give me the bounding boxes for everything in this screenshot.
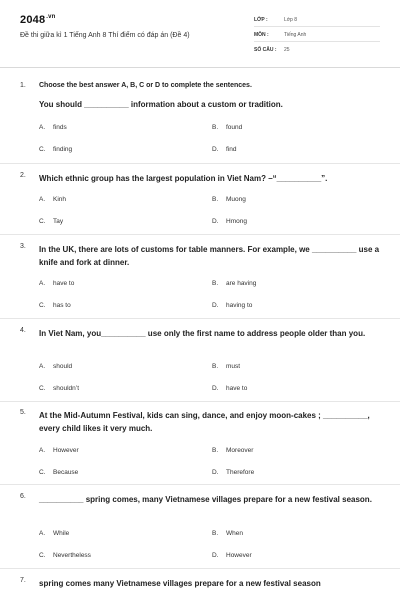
option-letter: B. — [212, 280, 219, 287]
option-text: Kinh — [53, 196, 67, 203]
meta-count-value: 25 — [284, 47, 290, 53]
option-letter: D. — [212, 302, 219, 309]
option-text: have to — [226, 385, 248, 392]
question-text: In the UK, there are lots of customs for table manners. For example, we __________ use a knife and fork at dinner. — [39, 245, 380, 267]
meta-count-label: SỐ CÂU : — [254, 47, 277, 53]
option-letter: A. — [39, 280, 46, 287]
option-letter: C. — [39, 218, 46, 225]
option-letter: C. — [39, 302, 46, 309]
logo-suffix: .vn — [46, 14, 56, 21]
option-text: must — [226, 363, 241, 370]
option-text: However — [226, 552, 252, 559]
option-d[interactable] — [212, 385, 247, 392]
option-letter: A. — [39, 124, 46, 131]
question-number: 1. — [20, 82, 26, 89]
divider — [0, 484, 400, 485]
option-letter: D. — [212, 552, 219, 559]
option-letter: D. — [212, 146, 219, 153]
question-text: spring comes many Vietnamese villages prepare for a new festival season — [39, 579, 321, 588]
option-text: should — [53, 363, 73, 370]
option-c[interactable] — [39, 146, 72, 153]
option-text: Tay — [53, 218, 64, 225]
option-d[interactable] — [212, 302, 252, 309]
option-text: find — [226, 146, 237, 153]
option-d[interactable] — [212, 469, 254, 476]
question-number: 3. — [20, 243, 26, 250]
option-d[interactable] — [212, 552, 252, 559]
meta-class-label: LỚP : — [254, 17, 268, 23]
document-header — [0, 0, 400, 68]
option-text: Muong — [226, 196, 246, 203]
option-letter: C. — [39, 385, 46, 392]
question-number: 4. — [20, 327, 26, 334]
question-text: Which ethnic group has the largest population in Viet Nam? –“__________”. — [39, 174, 328, 183]
option-text: Therefore — [226, 469, 255, 476]
meta-count-row — [254, 43, 380, 57]
option-text: finds — [53, 124, 67, 131]
question-text: In Viet Nam, you__________ use only the first name to address people older than you. — [39, 329, 366, 338]
option-b[interactable] — [212, 196, 246, 203]
option-text: Hmong — [226, 218, 247, 225]
option-a[interactable] — [39, 124, 67, 131]
option-letter: B. — [212, 530, 219, 537]
option-letter: B. — [212, 124, 219, 131]
option-text: Because — [53, 469, 79, 476]
divider — [0, 401, 400, 402]
option-b[interactable] — [212, 124, 242, 131]
option-letter: B. — [212, 363, 219, 370]
option-letter: B. — [212, 447, 219, 454]
question-text: At the Mid-Autumn Festival, kids can sing, dance, and enjoy moon-cakes ; __________, every child likes it very much. — [39, 411, 370, 433]
option-a[interactable] — [39, 196, 66, 203]
option-b[interactable] — [212, 280, 256, 287]
option-b[interactable] — [212, 447, 253, 454]
option-a[interactable] — [39, 447, 79, 454]
option-text: finding — [53, 146, 73, 153]
option-letter: A. — [39, 196, 46, 203]
option-c[interactable] — [39, 302, 71, 309]
question-number: 6. — [20, 493, 26, 500]
option-b[interactable] — [212, 363, 240, 370]
divider — [0, 318, 400, 319]
option-text: have to — [53, 280, 75, 287]
question-instruction: Choose the best answer A, B, C or D to complete the sentences. — [39, 82, 252, 89]
divider — [0, 163, 400, 164]
option-text: has to — [53, 302, 71, 309]
meta-subject-label: MÔN : — [254, 32, 269, 38]
option-c[interactable] — [39, 218, 63, 225]
divider — [0, 234, 400, 235]
option-letter: D. — [212, 385, 219, 392]
option-text: found — [226, 124, 243, 131]
meta-class-value: Lớp 8 — [284, 17, 298, 23]
meta-class-row — [254, 13, 380, 27]
option-b[interactable] — [212, 530, 243, 537]
meta-subject-row — [254, 28, 380, 42]
question-number: 7. — [20, 577, 26, 584]
option-text: are having — [226, 280, 257, 287]
option-letter: D. — [212, 218, 219, 225]
question-text: __________ spring comes, many Vietnamese villages prepare for a new festival season. — [39, 495, 372, 504]
option-letter: C. — [39, 552, 46, 559]
option-a[interactable] — [39, 530, 69, 537]
option-c[interactable] — [39, 385, 79, 392]
question-number: 5. — [20, 409, 26, 416]
option-text: shouldn’t — [53, 385, 80, 392]
meta-subject-value: Tiếng Anh — [284, 32, 307, 38]
option-letter: C. — [39, 146, 46, 153]
option-d[interactable] — [212, 146, 236, 153]
option-text: While — [53, 530, 70, 537]
option-letter: B. — [212, 196, 219, 203]
document-title: Đề thi giữa kì 1 Tiếng Anh 8 Thí điểm có đáp án (Đề 4) — [20, 32, 190, 39]
question-number: 2. — [20, 172, 26, 179]
option-c[interactable] — [39, 469, 78, 476]
option-text: having to — [226, 302, 253, 309]
option-letter: A. — [39, 530, 46, 537]
site-logo[interactable] — [20, 14, 56, 26]
option-d[interactable] — [212, 218, 247, 225]
option-letter: C. — [39, 469, 46, 476]
option-letter: A. — [39, 447, 46, 454]
option-c[interactable] — [39, 552, 91, 559]
option-letter: D. — [212, 469, 219, 476]
divider — [0, 568, 400, 569]
option-text: Moreover — [226, 447, 254, 454]
option-text: When — [226, 530, 243, 537]
logo-text: 2048 — [20, 14, 46, 26]
option-a[interactable] — [39, 363, 72, 370]
question-text: You should __________ information about a custom or tradition. — [39, 100, 283, 109]
option-a[interactable] — [39, 280, 74, 287]
option-text: Nevertheless — [53, 552, 91, 559]
option-text: However — [53, 447, 79, 454]
option-letter: A. — [39, 363, 46, 370]
